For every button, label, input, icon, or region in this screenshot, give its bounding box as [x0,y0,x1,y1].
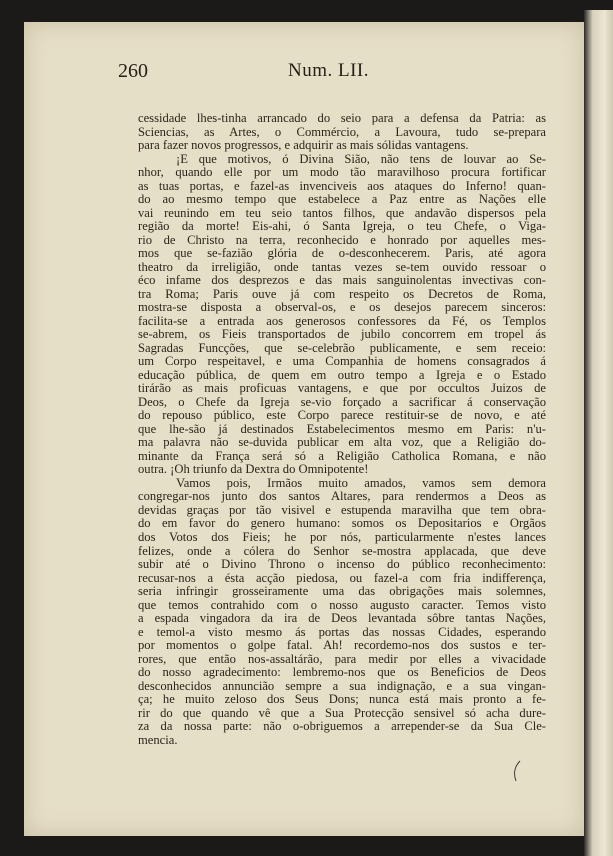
text-line: que temos contrahido com o nosso augusto caracter. Temos visto [138,598,546,612]
text-line: do nosso agradecimento: lembremo-nos que os Beneficios de Deos [138,666,546,680]
text-line: ça; he muito zeloso dos Seus Dons; nunca está mais pronto a fe- [138,693,546,707]
text-line: ma palavra não se-duvida publicar em alta voz, que a Religião do- [138,436,546,450]
text-line: tirárão as mais proficuas vantagens, e que por occultos Juizos de [138,382,546,396]
text-line: e temol-a visto mesmo ás portas das nossas Cidades, esperando [138,625,546,639]
body-text [138,112,546,747]
text-line: subir até o Divino Throno o incenso do público reconhecimento: [138,558,546,572]
text-line: que lhe-são já destinados Estabelecimentos mesmo em Paris: n'u- [138,422,546,436]
text-line: região da morte! Eis-ahi, ó Santa Igreja, o teu Chefe, o Viga- [138,220,546,234]
text-line: Vamos pois, Irmãos muito amados, vamos sem demora [176,476,546,490]
text-line: mos que se-fazião glória de o-desconhecerem. Paris, até agora [138,247,546,261]
text-line: do repouso público, este Corpo parece restituir-se de novo, e até [138,409,546,423]
text-line: cessidade lhes-tinha arrancado do seio para a defensa da Patria: as [138,112,546,125]
running-head: Num. LII. [288,60,370,81]
text-line: ¡E que motivos, ó Divina Sião, não tens de louvar ao Se- [176,152,546,166]
text-line: educação pública, de quem em outro tempo a Igreja e o Estado [138,368,546,382]
text-line: mencia. [138,733,178,747]
text-line: dos Votos dos Fieis; he por nós, particularmente n'estes lances [138,530,546,544]
text-line: desconhecidos annuncião sempre a sua indignação, e a sua vingan- [138,679,546,693]
pen-mark-icon [512,760,522,782]
book-spine-edge [584,10,613,856]
text-line: nhor, quando elle por um modo tão maravilhoso procura fortificar [138,166,546,180]
text-line: Sagradas Funcções, que se-celebrão publicamente, e sem receio: [138,341,546,355]
text-line: tra Roma; Paris ouve já com respeito os Decretos de Roma, [138,287,546,301]
text-line: éco infame dos desprezos e das mais sanguinolentas invectivas con- [138,274,546,288]
text-line: rio de Christo na terra, reconhecido e honrado por aquelles mes- [138,233,546,247]
text-line: do ao mesmo tempo que estabelece a Paz entre as Nações elle [138,193,546,207]
text-line: devidas graças por tão visivel e estupenda maravilha que tem obra- [138,503,546,517]
text-line: Deos, o Chefe da Igreja se-vio forçado a sacrificar á conservação [138,395,546,409]
text-line: minante da França será só a Religião Catholica Romana, e não [138,449,546,463]
text-line: mostra-se disposta a observal-os, e os desejos parecem sinceros: [138,301,546,315]
text-line: para fazer novos progressos, e adquirir as mais sólidas vantagens. [138,139,469,153]
text-line: outra. ¡Oh triunfo da Dextra do Omnipotente! [138,463,369,477]
text-line: por momentos o golpe fatal. Ah! recordemo-nos dos sustos e ter- [138,639,546,653]
text-line: Sciencias, as Artes, o Commércio, a Lavoura, tudo se-prepara [138,125,546,139]
text-line: um Corpo respeitavel, e uma Companhia de homens consagrados á [138,355,546,369]
text-line: recusar-nos a ésta acção piedosa, ou fazel-a com fria indifferença, [138,571,546,585]
text-line: seria infringir grosseiramente uma das obrigações mais solemnes, [138,585,546,599]
text-line: congregar-nos junto dos santos Altares, para rendermos a Deos as [138,490,546,504]
text-line: facilita-se a entrada aos generosos confessores da Fé, os Templos [138,314,546,328]
text-line: vai reunindo em teu seio tantos filhos, que andavão dispersos pela [138,206,546,220]
text-line: se-abrem, os Fieis transportados de jubilo concorrem em tropel ás [138,328,546,342]
text-line: a espada vingadora da ira de Deos levantada sôbre tantas Nações, [138,612,546,626]
page-number: 260 [118,60,148,82]
text-line: felizes, onde a cólera do Senhor se-mostra applacada, que deve [138,544,546,558]
text-line: do em favor do genero humano: somos os Depositarios e Orgãos [138,517,546,531]
text-line: rir do que quando vê que a Sua Protecção sensivel só acha dure- [138,706,546,720]
text-line: rores, que então nos-assaltárão, para medir por elles a vivacidade [138,652,546,666]
text-line: as tuas portas, e fazel-as invenciveis aos ataques do Inferno! quan- [138,179,546,193]
text-line: za da nossa parte: não o-obriguemos a arrepender-se da Sua Cle- [138,720,546,734]
page-header [118,58,558,92]
text-line: theatro da irreligião, onde tantas vezes se-tem ouvido ressoar o [138,260,546,274]
